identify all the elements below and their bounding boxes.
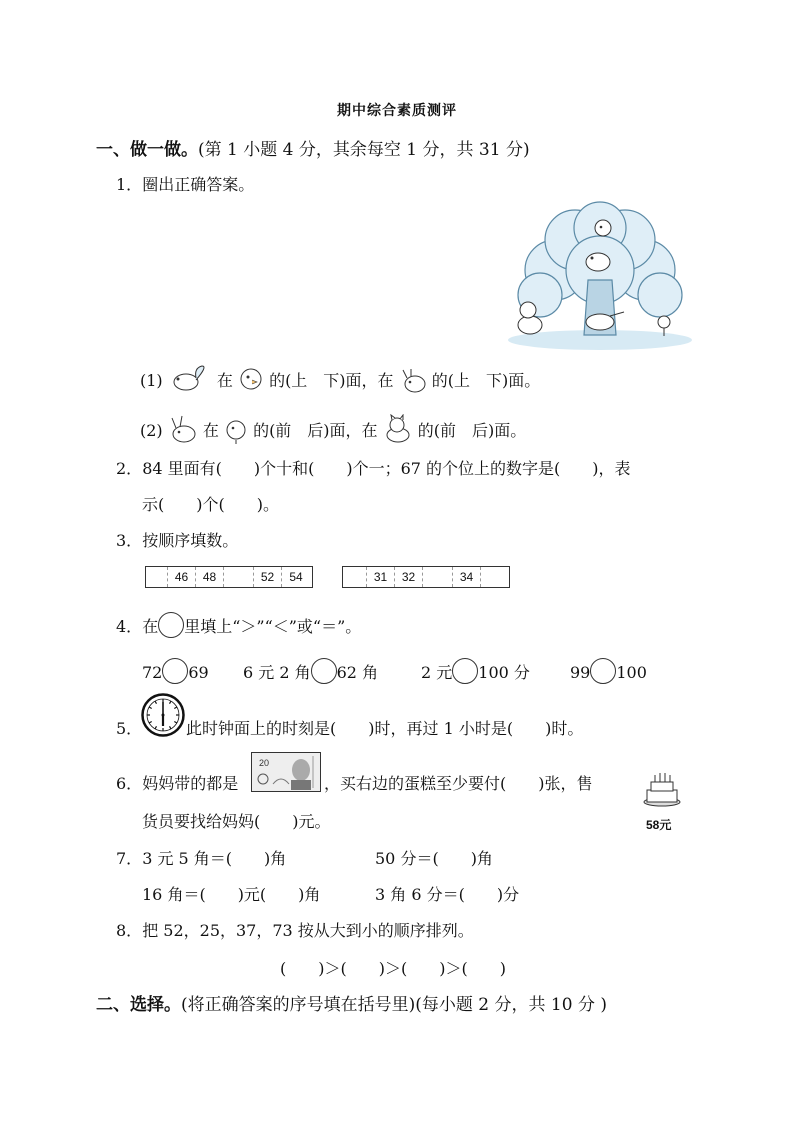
compare-left: 99 xyxy=(570,663,591,682)
section2-heading xyxy=(96,990,607,1015)
squirrel-icon xyxy=(168,364,212,394)
squirrel-icon xyxy=(586,253,610,271)
question-1-1 xyxy=(140,364,540,394)
compare-item-2 xyxy=(243,658,378,684)
section1-heading xyxy=(96,135,530,160)
question-text: 按顺序填数。 xyxy=(142,531,239,550)
rabbit-icon xyxy=(168,414,198,444)
compare-left: 2 元 xyxy=(421,663,453,682)
section1-note: (第 1 小题 4 分，其余每空 1 分，共 31 分) xyxy=(198,140,530,160)
sequence-cell: 31 xyxy=(367,567,395,587)
question-8 xyxy=(116,918,474,941)
answer-circle[interactable] xyxy=(158,612,184,638)
sequence-cell: 34 xyxy=(453,567,481,587)
compare-item-3 xyxy=(421,658,530,684)
sub-number: (2) xyxy=(140,421,163,440)
clock-icon xyxy=(141,693,185,737)
sub-text-b: 的(上 下)面，在 xyxy=(269,371,394,390)
sub-text-c: 的(前 后)面。 xyxy=(417,421,527,440)
question-3 xyxy=(116,528,238,551)
number-sequence-1 xyxy=(145,566,313,588)
question-text: 把 52，25，37，73 按从大到小的顺序排列。 xyxy=(142,921,474,940)
sequence-cell xyxy=(423,567,453,587)
question-number: 3． xyxy=(116,531,143,550)
question-text-a: 在 xyxy=(142,617,159,636)
sub-text-b: 的(前 后)面，在 xyxy=(253,421,378,440)
sequence-cell xyxy=(481,567,509,587)
sub-text-a: 在 xyxy=(202,421,219,440)
compare-right: 69 xyxy=(188,663,209,682)
cake-icon xyxy=(642,772,682,808)
sequence-cell: 32 xyxy=(395,567,423,587)
compare-item-1 xyxy=(142,658,209,684)
compare-left: 6 元 2 角 xyxy=(243,663,311,682)
banknote-value: 20 xyxy=(259,758,270,768)
sub-text-c: 的(上 下)面。 xyxy=(431,371,541,390)
conversion-c: 16 角＝( )元( )角 xyxy=(142,885,321,904)
ordering-answer: ( )＞( )＞( )＞( ) xyxy=(280,959,506,978)
question-number: 8． xyxy=(116,921,143,940)
question-7 xyxy=(116,846,286,869)
question-text-a: 妈妈带的都是 xyxy=(142,774,239,793)
sequence-cell xyxy=(343,567,367,587)
question-6-text-b: ，买右边的蛋糕至少要付( )张，售 xyxy=(324,774,593,793)
question-text-b: 里填上“＞”“＜”或“＝”。 xyxy=(184,617,362,636)
question-2-line2: 示( )个( )。 xyxy=(142,495,279,514)
sequence-cell: 52 xyxy=(254,567,282,587)
question-number: 2． xyxy=(116,459,143,478)
chick-icon xyxy=(224,416,248,444)
sub-number: (1) xyxy=(140,371,163,390)
sub-text-a: 在 xyxy=(216,371,233,390)
page-title: 期中综合素质测评 xyxy=(337,103,457,119)
rabbit-icon xyxy=(399,368,427,394)
question-number: 4． xyxy=(116,617,143,636)
conversion-d: 3 角 6 分＝( )分 xyxy=(375,885,520,904)
cat-icon xyxy=(383,414,413,444)
answer-circle[interactable] xyxy=(162,658,188,684)
compare-right: 100 xyxy=(616,663,647,682)
question-text: 圈出正确答案。 xyxy=(142,175,255,194)
chick-icon xyxy=(238,366,264,394)
compare-left: 72 xyxy=(142,663,163,682)
answer-circle[interactable] xyxy=(311,658,337,684)
question-number: 6． xyxy=(116,774,143,793)
question-6 xyxy=(116,771,238,794)
answer-circle[interactable] xyxy=(452,658,478,684)
question-5-number: 5． xyxy=(116,719,143,738)
question-number: 1． xyxy=(116,175,143,194)
sequence-cell xyxy=(224,567,254,587)
section1-title: 一、做一做。 xyxy=(96,140,198,160)
compare-right: 62 角 xyxy=(336,663,379,682)
sequence-cell: 46 xyxy=(168,567,196,587)
banknote-icon xyxy=(251,752,321,792)
question-number: 7． xyxy=(116,849,143,868)
cake-price: 58元 xyxy=(646,818,672,832)
question-1-2 xyxy=(140,414,526,444)
question-2 xyxy=(116,456,631,479)
tree-animals-illustration xyxy=(500,200,695,352)
section2-title: 二、选择。 xyxy=(96,995,181,1015)
question-5-text: 此时钟面上的时刻是( )时，再过 1 小时是( )时。 xyxy=(186,719,584,738)
section2-note: (将正确答案的序号填在括号里)(每小题 2 分，共 10 分 ) xyxy=(181,995,607,1015)
sequence-cell xyxy=(146,567,168,587)
sequence-cell: 48 xyxy=(196,567,224,587)
chick-icon xyxy=(595,220,611,236)
conversion-b: 50 分＝( )角 xyxy=(375,849,493,868)
conversion-a: 3 元 5 角＝( )角 xyxy=(142,849,287,868)
compare-item-4 xyxy=(570,658,647,684)
question-4 xyxy=(116,612,361,638)
compare-right: 100 分 xyxy=(478,663,530,682)
question-text-line1: 84 里面有( )个十和( )个一；67 的个位上的数字是( )，表 xyxy=(142,459,631,478)
number-sequence-2 xyxy=(342,566,510,588)
question-1 xyxy=(116,172,254,195)
question-6-line2: 货员要找给妈妈( )元。 xyxy=(142,812,331,831)
sequence-cell: 54 xyxy=(289,570,303,584)
answer-circle[interactable] xyxy=(590,658,616,684)
